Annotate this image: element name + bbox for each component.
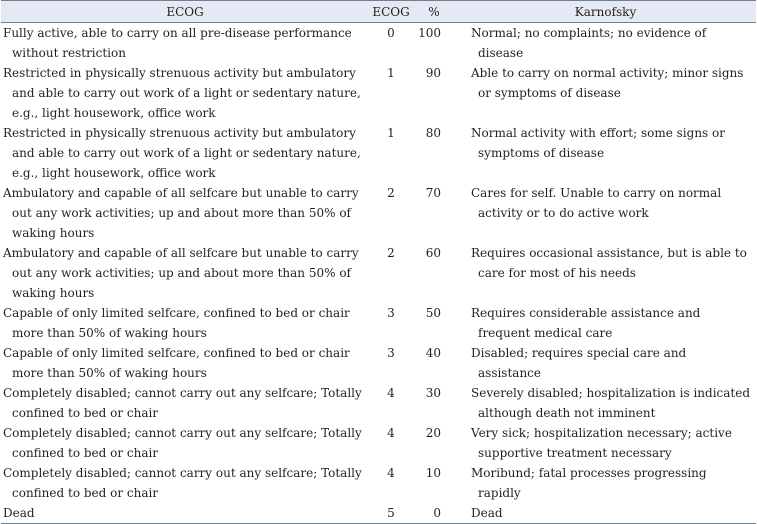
karnofsky-description-cell bbox=[455, 383, 756, 423]
ecog-description-cell-text: Restricted in physically strenuous activity but ambulatory and able to carry out work of a light or sedentary nature, e.g., light housework, office work bbox=[3, 126, 361, 180]
karnofsky-description-cell bbox=[455, 303, 756, 343]
ecog-description-cell bbox=[1, 303, 369, 343]
karnofsky-percent-cell: 10 bbox=[425, 466, 441, 480]
ecog-score-cell: 2 bbox=[387, 246, 395, 260]
ecog-description-cell-text: Capable of only limited selfcare, confined to bed or chair more than 50% of waking hours bbox=[3, 346, 350, 380]
karnofsky-description-cell bbox=[455, 423, 756, 463]
karnofsky-description-cell bbox=[455, 123, 756, 183]
karnofsky-description-cell-text: Requires considerable assistance and frequent medical care bbox=[471, 306, 701, 340]
ecog-description-cell-text: Restricted in physically strenuous activity but ambulatory and able to carry out work of a light or sedentary nature, e.g., light housework, office work bbox=[3, 66, 361, 120]
table-header bbox=[1, 1, 756, 23]
ecog-description-cell-text: Ambulatory and capable of all selfcare but unable to carry out any work activities; up and about more than 50% of waking hours bbox=[3, 246, 359, 300]
karnofsky-description-cell-text: Disabled; requires special care and assistance bbox=[471, 346, 687, 380]
ecog-description-cell-text: Capable of only limited selfcare, confined to bed or chair more than 50% of waking hours bbox=[3, 306, 350, 340]
ecog-description-cell bbox=[1, 503, 369, 524]
ecog-description-cell-text: Dead bbox=[3, 506, 35, 520]
table-row bbox=[1, 343, 756, 383]
karnofsky-description-cell bbox=[455, 183, 756, 243]
table-row bbox=[1, 503, 756, 524]
ecog-score-cell: 1 bbox=[387, 66, 395, 80]
ecog-description-cell bbox=[1, 183, 369, 243]
table-row bbox=[1, 183, 756, 243]
ecog-score-cell: 2 bbox=[387, 186, 395, 200]
karnofsky-description-cell bbox=[455, 343, 756, 383]
karnofsky-percent-cell: 0 bbox=[413, 503, 455, 524]
ecog-description-cell-text: Ambulatory and capable of all selfcare but unable to carry out any work activities; up and about more than 50% of waking hours bbox=[3, 186, 359, 240]
ecog-description-cell bbox=[1, 23, 369, 64]
karnofsky-description-cell-text: Very sick; hospitalization necessary; active supportive treatment necessary bbox=[471, 426, 732, 460]
ecog-description-cell bbox=[1, 123, 369, 183]
karnofsky-percent-cell: 30 bbox=[425, 386, 441, 400]
table-row bbox=[1, 63, 756, 123]
ecog-description-cell bbox=[1, 63, 369, 123]
karnofsky-description-cell bbox=[455, 503, 756, 524]
ecog-description-cell bbox=[1, 343, 369, 383]
table-row bbox=[1, 423, 756, 463]
ecog-description-cell-text: Completely disabled; cannot carry out any selfcare; Totally confined to bed or chair bbox=[3, 386, 362, 420]
karnofsky-percent-cell: 100 bbox=[418, 26, 441, 40]
table-row bbox=[1, 303, 756, 343]
ecog-score-cell: 1 bbox=[387, 126, 395, 140]
ecog-score-cell: 4 bbox=[387, 386, 395, 400]
ecog-description-cell bbox=[1, 463, 369, 503]
karnofsky-description-cell-text: Able to carry on normal activity; minor signs or symptoms of disease bbox=[471, 66, 744, 100]
ecog-score-cell: 5 bbox=[369, 503, 413, 524]
ecog-score-cell: 3 bbox=[387, 346, 395, 360]
table-row bbox=[1, 383, 756, 423]
karnofsky-description-cell-text: Moribund; fatal processes progressing rapidly bbox=[471, 466, 707, 500]
karnofsky-percent-cell: 80 bbox=[425, 126, 441, 140]
ecog-description-cell bbox=[1, 383, 369, 423]
karnofsky-description-cell-text: Dead bbox=[471, 506, 503, 520]
karnofsky-percent-cell: 40 bbox=[425, 346, 441, 360]
header-ecog-description: ECOG bbox=[1, 1, 369, 23]
karnofsky-percent-cell: 70 bbox=[425, 186, 441, 200]
karnofsky-description-cell bbox=[455, 243, 756, 303]
karnofsky-description-cell-text: Requires occasional assistance, but is able to care for most of his needs bbox=[471, 246, 747, 280]
table-row bbox=[1, 463, 756, 503]
ecog-description-cell-text: Completely disabled; cannot carry out any selfcare; Totally confined to bed or chair bbox=[3, 466, 362, 500]
karnofsky-percent-cell: 50 bbox=[425, 306, 441, 320]
karnofsky-percent-cell: 20 bbox=[425, 426, 441, 440]
karnofsky-description-cell-text: Severely disabled; hospitalization is indicated although death not imminent bbox=[471, 386, 751, 420]
karnofsky-description-cell-text: Normal; no complaints; no evidence of disease bbox=[471, 26, 707, 60]
karnofsky-percent-cell: 90 bbox=[425, 66, 441, 80]
karnofsky-description-cell bbox=[455, 463, 756, 503]
ecog-description-cell bbox=[1, 243, 369, 303]
karnofsky-percent-cell: 60 bbox=[425, 246, 441, 260]
ecog-description-cell bbox=[1, 423, 369, 463]
ecog-score-cell: 3 bbox=[387, 306, 395, 320]
table-row bbox=[1, 23, 756, 64]
ecog-description-cell-text: Fully active, able to carry on all pre-disease performance without restriction bbox=[3, 26, 352, 60]
header-percent: % bbox=[413, 1, 455, 23]
karnofsky-description-cell-text: Cares for self. Unable to carry on normal activity or to do active work bbox=[471, 186, 722, 220]
ecog-score-cell: 0 bbox=[387, 26, 395, 40]
table-row bbox=[1, 123, 756, 183]
header-karnofsky: Karnofsky bbox=[455, 1, 756, 23]
ecog-description-cell-text: Completely disabled; cannot carry out any selfcare; Totally confined to bed or chair bbox=[3, 426, 362, 460]
table-row bbox=[1, 243, 756, 303]
karnofsky-description-cell-text: Normal activity with effort; some signs or symptoms of disease bbox=[471, 126, 725, 160]
ecog-score-cell: 4 bbox=[387, 426, 395, 440]
table-body bbox=[1, 23, 756, 524]
karnofsky-description-cell bbox=[455, 63, 756, 123]
ecog-karnofsky-table bbox=[1, 0, 756, 524]
header-row bbox=[1, 1, 756, 23]
karnofsky-description-cell bbox=[455, 23, 756, 64]
ecog-score-cell: 4 bbox=[387, 466, 395, 480]
header-ecog-score: ECOG bbox=[369, 1, 413, 23]
